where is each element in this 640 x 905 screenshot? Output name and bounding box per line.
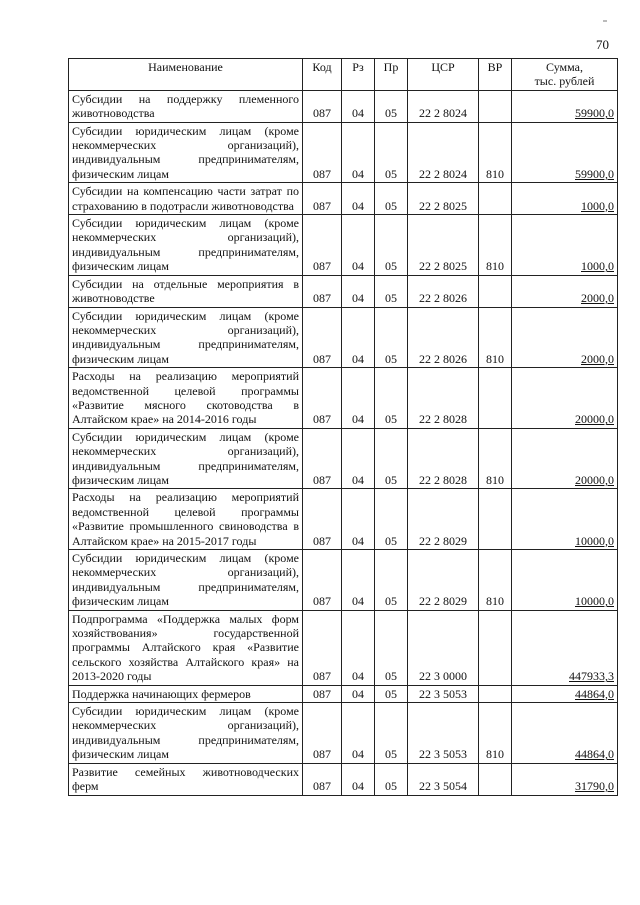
row-kod: 087 <box>303 610 342 685</box>
row-csr: 22 2 8026 <box>408 275 479 307</box>
row-kod: 087 <box>303 90 342 122</box>
row-pr: 05 <box>375 215 408 276</box>
row-rz: 04 <box>342 610 375 685</box>
row-name: Субсидии юридическим лицам (кроме некоммерческих организаций), индивидуальным предпринимателям, физическим лицам <box>69 215 303 276</box>
row-kod: 087 <box>303 489 342 550</box>
row-sum: 1000,0 <box>512 215 618 276</box>
table-row <box>69 550 618 611</box>
row-name: Подпрограмма «Поддержка малых форм хозяйствования» государственной программы Алтайского края «Развитие сельского хозяйства Алтайского края» на 2013-2020 годы <box>69 610 303 685</box>
row-vr <box>479 610 512 685</box>
row-rz: 04 <box>342 275 375 307</box>
row-rz: 04 <box>342 90 375 122</box>
row-csr: 22 3 5053 <box>408 685 479 702</box>
row-rz: 04 <box>342 307 375 368</box>
table-row <box>69 428 618 489</box>
row-vr <box>479 90 512 122</box>
row-sum: 2000,0 <box>512 275 618 307</box>
row-vr: 810 <box>479 307 512 368</box>
row-vr <box>479 489 512 550</box>
page-number: 70 <box>596 37 609 52</box>
header-rz: Рз <box>342 59 375 91</box>
row-pr: 05 <box>375 183 408 215</box>
row-vr: 810 <box>479 703 512 764</box>
row-pr: 05 <box>375 550 408 611</box>
row-kod: 087 <box>303 550 342 611</box>
row-sum: 31790,0 <box>512 763 618 795</box>
table-row <box>69 610 618 685</box>
row-rz: 04 <box>342 183 375 215</box>
row-csr: 22 2 8025 <box>408 215 479 276</box>
row-name: Субсидии юридическим лицам (кроме некоммерческих организаций), индивидуальным предпринимателям, физическим лицам <box>69 428 303 489</box>
row-name: Субсидии на отдельные мероприятия в животноводстве <box>69 275 303 307</box>
row-rz: 04 <box>342 122 375 183</box>
header-csr: ЦСР <box>408 59 479 91</box>
row-kod: 087 <box>303 703 342 764</box>
row-pr: 05 <box>375 763 408 795</box>
header-name: Наименование <box>69 59 303 91</box>
row-kod: 087 <box>303 307 342 368</box>
header-sum-line2: тыс. рублей <box>534 74 595 89</box>
row-sum: 2000,0 <box>512 307 618 368</box>
row-vr: 810 <box>479 428 512 489</box>
row-name: Субсидии юридическим лицам (кроме некоммерческих организаций), индивидуальным предпринимателям, физическим лицам <box>69 307 303 368</box>
header-sum <box>512 59 618 91</box>
row-csr: 22 2 8029 <box>408 550 479 611</box>
row-name: Субсидии на компенсацию части затрат по страхованию в подотрасли животноводства <box>69 183 303 215</box>
row-csr: 22 3 5054 <box>408 763 479 795</box>
row-rz: 04 <box>342 703 375 764</box>
row-name: Поддержка начинающих фермеров <box>69 685 303 702</box>
row-name: Субсидии на поддержку племенного животноводства <box>69 90 303 122</box>
row-sum: 10000,0 <box>512 489 618 550</box>
row-pr: 05 <box>375 489 408 550</box>
row-kod: 087 <box>303 685 342 702</box>
row-sum: 20000,0 <box>512 428 618 489</box>
row-name: Расходы на реализацию мероприятий ведомственной целевой программы «Развитие мясного скотоводства в Алтайском крае» на 2014-2016 годы <box>69 368 303 429</box>
row-sum: 59900,0 <box>512 122 618 183</box>
row-rz: 04 <box>342 685 375 702</box>
row-pr: 05 <box>375 610 408 685</box>
table-row <box>69 307 618 368</box>
row-csr: 22 2 8024 <box>408 90 479 122</box>
row-kod: 087 <box>303 275 342 307</box>
row-sum: 20000,0 <box>512 368 618 429</box>
row-csr: 22 2 8025 <box>408 183 479 215</box>
table-row <box>69 90 618 122</box>
row-kod: 087 <box>303 215 342 276</box>
row-rz: 04 <box>342 489 375 550</box>
row-pr: 05 <box>375 90 408 122</box>
row-vr: 810 <box>479 550 512 611</box>
row-name: Расходы на реализацию мероприятий ведомственной целевой программы «Развитие промышленного свиноводства в Алтайском крае» на 2015-2017 годы <box>69 489 303 550</box>
table-row <box>69 703 618 764</box>
row-sum: 447933,3 <box>512 610 618 685</box>
row-rz: 04 <box>342 368 375 429</box>
table-row <box>69 685 618 702</box>
row-pr: 05 <box>375 428 408 489</box>
row-vr <box>479 685 512 702</box>
table-row <box>69 215 618 276</box>
scan-mark <box>603 20 607 22</box>
row-vr <box>479 763 512 795</box>
row-kod: 087 <box>303 368 342 429</box>
table-row <box>69 763 618 795</box>
row-vr: 810 <box>479 122 512 183</box>
table-row <box>69 368 618 429</box>
table-row <box>69 489 618 550</box>
row-csr: 22 2 8028 <box>408 368 479 429</box>
row-rz: 04 <box>342 215 375 276</box>
header-vr: ВР <box>479 59 512 91</box>
header-pr: Пр <box>375 59 408 91</box>
row-csr: 22 3 0000 <box>408 610 479 685</box>
row-kod: 087 <box>303 122 342 183</box>
table-row <box>69 122 618 183</box>
row-name: Субсидии юридическим лицам (кроме некоммерческих организаций), индивидуальным предпринимателям, физическим лицам <box>69 550 303 611</box>
row-vr: 810 <box>479 215 512 276</box>
row-sum: 1000,0 <box>512 183 618 215</box>
row-name: Субсидии юридическим лицам (кроме некоммерческих организаций), индивидуальным предпринимателям, физическим лицам <box>69 703 303 764</box>
row-pr: 05 <box>375 368 408 429</box>
budget-table <box>68 58 618 796</box>
row-rz: 04 <box>342 428 375 489</box>
row-pr: 05 <box>375 703 408 764</box>
row-pr: 05 <box>375 122 408 183</box>
row-name: Субсидии юридическим лицам (кроме некоммерческих организаций), индивидуальным предпринимателям, физическим лицам <box>69 122 303 183</box>
table-row <box>69 183 618 215</box>
row-sum: 10000,0 <box>512 550 618 611</box>
row-vr <box>479 183 512 215</box>
row-sum: 59900,0 <box>512 90 618 122</box>
row-sum: 44864,0 <box>512 685 618 702</box>
row-kod: 087 <box>303 183 342 215</box>
row-csr: 22 2 8026 <box>408 307 479 368</box>
row-csr: 22 3 5053 <box>408 703 479 764</box>
table-header-row <box>69 59 618 91</box>
row-pr: 05 <box>375 275 408 307</box>
row-csr: 22 2 8024 <box>408 122 479 183</box>
row-rz: 04 <box>342 763 375 795</box>
header-kod: Код <box>303 59 342 91</box>
row-rz: 04 <box>342 550 375 611</box>
row-vr <box>479 368 512 429</box>
row-vr <box>479 275 512 307</box>
row-pr: 05 <box>375 307 408 368</box>
row-sum: 44864,0 <box>512 703 618 764</box>
row-kod: 087 <box>303 428 342 489</box>
row-csr: 22 2 8029 <box>408 489 479 550</box>
table-row <box>69 275 618 307</box>
row-csr: 22 2 8028 <box>408 428 479 489</box>
row-kod: 087 <box>303 763 342 795</box>
row-name: Развитие семейных животноводческих ферм <box>69 763 303 795</box>
row-pr: 05 <box>375 685 408 702</box>
header-sum-line1: Сумма, <box>546 60 583 74</box>
